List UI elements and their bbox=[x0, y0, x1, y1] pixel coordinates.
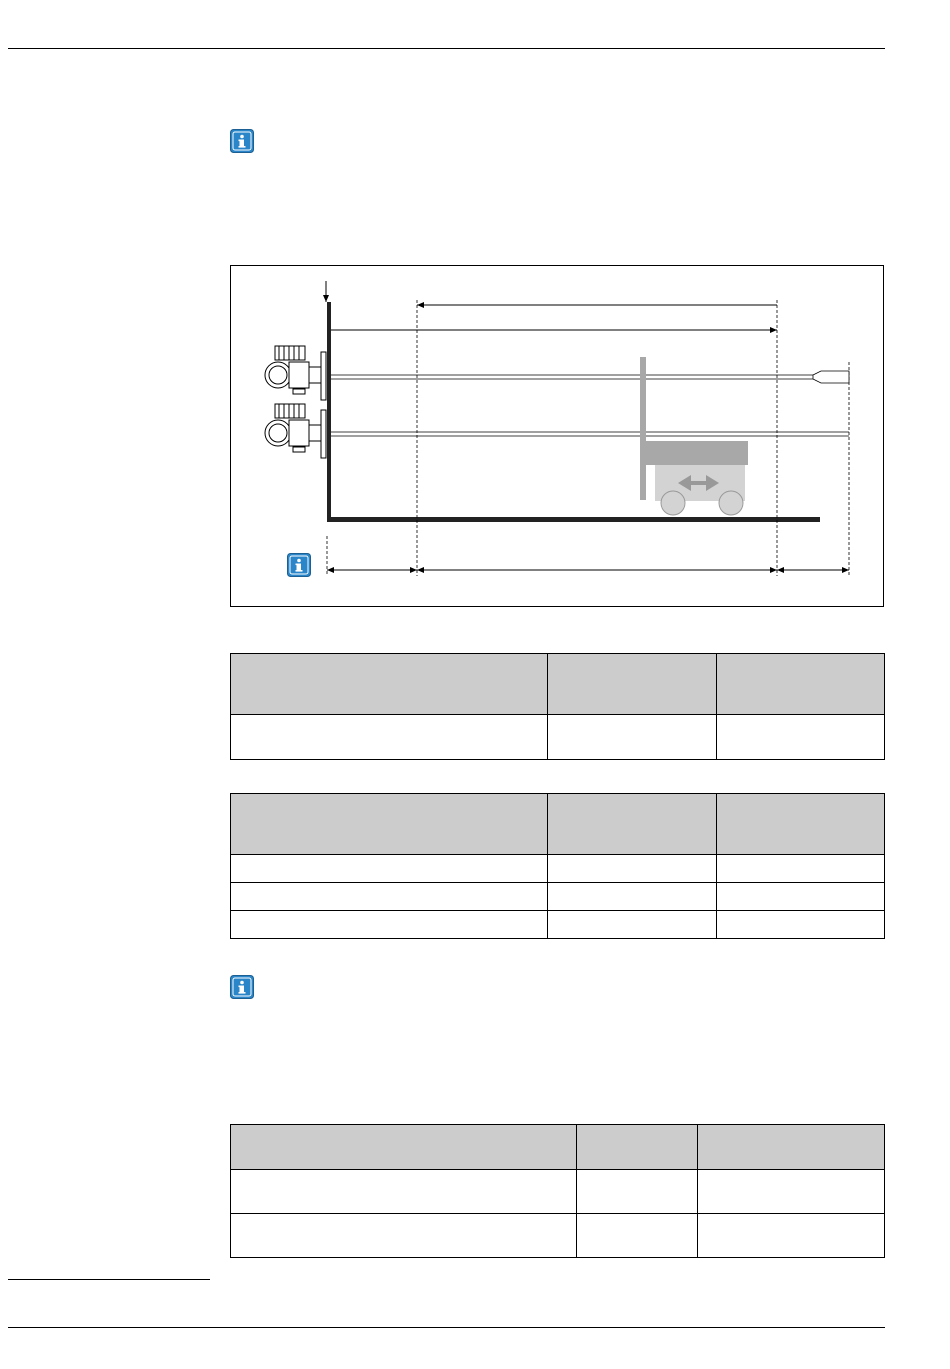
probe-rod-lower bbox=[331, 432, 849, 436]
transmitter-icon bbox=[265, 346, 326, 400]
table-cell bbox=[231, 1170, 577, 1214]
table-cell bbox=[231, 1214, 577, 1258]
data-table-3 bbox=[230, 1124, 885, 1258]
installation-diagram bbox=[230, 265, 884, 607]
table-header-cell bbox=[548, 794, 717, 855]
table-cell bbox=[717, 855, 885, 883]
info-icon bbox=[288, 554, 311, 577]
floor-line bbox=[327, 517, 820, 522]
table-cell bbox=[231, 911, 548, 939]
info-icon bbox=[230, 975, 254, 999]
table-cell bbox=[548, 911, 717, 939]
table-header-cell bbox=[577, 1125, 698, 1170]
table-header-row bbox=[231, 654, 885, 715]
mounting-wall bbox=[327, 302, 331, 521]
table-header-cell bbox=[231, 1125, 577, 1170]
data-table-1 bbox=[230, 653, 885, 760]
table-row bbox=[231, 1214, 885, 1258]
header-rule bbox=[8, 48, 885, 49]
table-header-row bbox=[231, 794, 885, 855]
dashed-guide-lines bbox=[327, 300, 849, 576]
table-cell bbox=[717, 883, 885, 911]
info-icon bbox=[230, 129, 254, 153]
table-cell bbox=[577, 1214, 698, 1258]
table-cell bbox=[231, 715, 548, 760]
table-cell bbox=[717, 715, 885, 760]
footnote-rule bbox=[8, 1279, 210, 1280]
table-cell bbox=[698, 1214, 885, 1258]
table-header-cell bbox=[717, 794, 885, 855]
table-row bbox=[231, 1170, 885, 1214]
table-row bbox=[231, 715, 885, 760]
table-row bbox=[231, 883, 885, 911]
table-cell bbox=[577, 1170, 698, 1214]
table-row bbox=[231, 855, 885, 883]
table-header-row bbox=[231, 1125, 885, 1170]
table-cell bbox=[231, 855, 548, 883]
table-header-cell bbox=[548, 654, 717, 715]
table-cell bbox=[231, 883, 548, 911]
table-cell bbox=[548, 715, 717, 760]
footer-rule bbox=[8, 1327, 885, 1328]
table-header-cell bbox=[698, 1125, 885, 1170]
table-row bbox=[231, 911, 885, 939]
table-cell bbox=[548, 883, 717, 911]
probe-rod-upper bbox=[331, 371, 849, 383]
table-cell bbox=[548, 855, 717, 883]
table-cell bbox=[717, 911, 885, 939]
table-header-cell bbox=[231, 654, 548, 715]
table-header-cell bbox=[717, 654, 885, 715]
table-header-cell bbox=[231, 794, 548, 855]
data-table-2 bbox=[230, 793, 885, 939]
transmitter-icon bbox=[265, 404, 326, 458]
table-cell bbox=[698, 1170, 885, 1214]
